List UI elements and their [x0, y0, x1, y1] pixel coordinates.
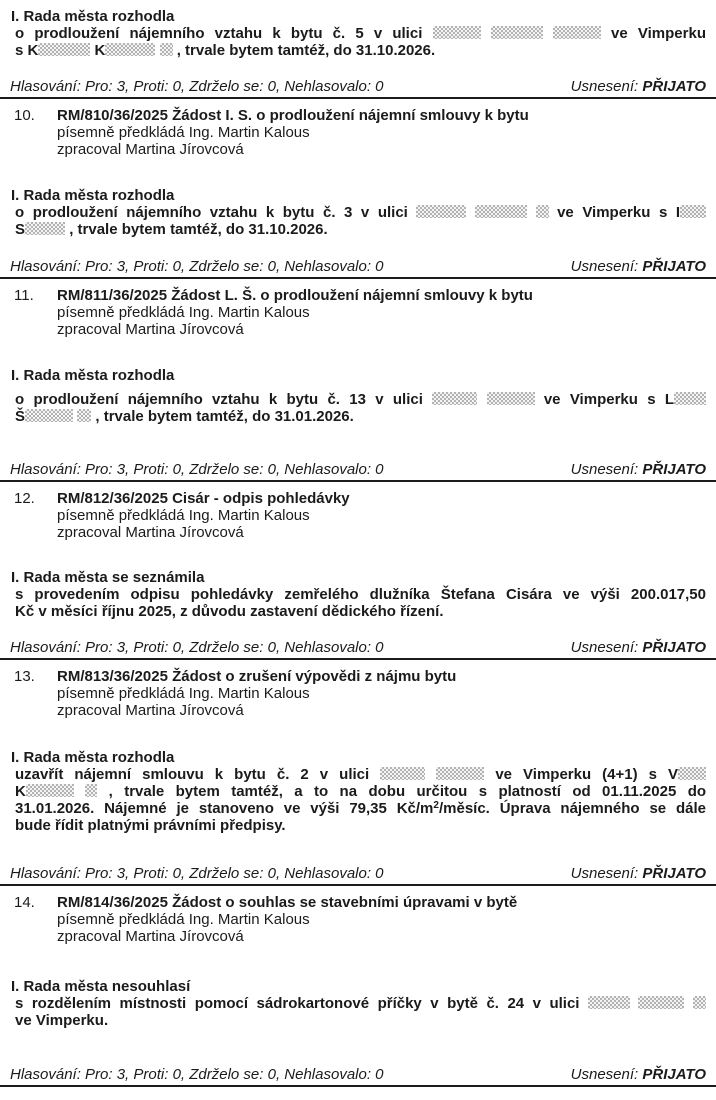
resolution-heading: I. Rada města se seznámila [11, 569, 205, 586]
redacted-text [436, 767, 484, 780]
result-label: Usnesení: [570, 639, 639, 656]
resolution-line [15, 408, 706, 425]
text-segment: o prodloužení nájemního vztahu k bytu č. 13 v ulici [15, 391, 423, 408]
voting-row [10, 1066, 706, 1083]
item-number: 12. [14, 490, 35, 507]
voting-summary: Hlasování: Pro: 3, Proti: 0, Zdrželo se: 0, Nehlasovalo: 0 [10, 258, 384, 275]
resolution-heading: I. Rada města rozhodla [11, 187, 175, 204]
voting-row [10, 865, 706, 882]
agenda-item-14 [10, 894, 706, 1083]
text-segment: K [94, 42, 106, 59]
resolution-line [15, 783, 706, 800]
redacted-text [433, 26, 481, 39]
redacted-text [77, 409, 91, 422]
voting-row [10, 258, 706, 275]
text-segment: uzavřít nájemní smlouvu k bytu č. 2 v ulici [15, 766, 370, 783]
text-segment: Š [15, 408, 26, 425]
redacted-text [680, 205, 706, 218]
resolution-result [571, 78, 706, 95]
text-segment: s provedením odpisu pohledávky zemřelého dlužníka Štefana Cisára ve výši 200.017,50 [15, 586, 706, 603]
section-divider [0, 97, 716, 99]
voting-row [10, 78, 706, 95]
section-divider [0, 658, 716, 660]
text-segment: ve Vimperku [611, 25, 706, 42]
text-segment: , trvale bytem tamtéž, do 31.01.2026. [95, 408, 354, 425]
redacted-text [160, 43, 173, 56]
resolution-line [15, 800, 706, 817]
text-segment: , trvale bytem tamtéž, a to na dobu určitou s platností od 01.11.2025 do [108, 783, 707, 800]
resolution-line [15, 221, 706, 238]
redacted-text [678, 767, 706, 780]
superscript-segment: 2 [433, 800, 439, 811]
result-label: Usnesení: [570, 78, 639, 95]
resolution-result [571, 258, 706, 275]
resolution-paragraph [15, 586, 706, 620]
text-segment: , trvale bytem tamtéž, do 31.10.2026. [176, 42, 436, 59]
voting-row [10, 639, 706, 656]
item-title: RM/811/36/2025 Žádost L. Š. o prodloužení nájemní smlouvy k bytu [57, 287, 533, 304]
resolution-result [571, 639, 706, 656]
result-value: PŘIJATO [642, 865, 706, 882]
resolution-line [15, 766, 706, 783]
text-segment: s rozdělením místnosti pomocí sádrokartonové příčky v bytě č. 24 v ulici [15, 995, 580, 1012]
item-title: RM/813/36/2025 Žádost o zrušení výpovědi z nájmu bytu [57, 668, 457, 685]
resolution-paragraph [15, 25, 706, 59]
redacted-text [638, 996, 684, 1009]
resolution-line [15, 995, 706, 1012]
resolution-line [15, 586, 706, 603]
redacted-text [588, 996, 630, 1009]
resolution-line [15, 42, 706, 59]
redacted-text [432, 392, 477, 405]
item-title: RM/814/36/2025 Žádost o souhlas se stavebními úpravami v bytě [57, 894, 518, 911]
redacted-text [693, 996, 706, 1009]
section-divider [0, 480, 716, 482]
text-segment: , trvale bytem tamtéž, do 31.10.2026. [69, 221, 328, 238]
redacted-text [487, 392, 535, 405]
submitted-by: písemně předkládá Ing. Martin Kalous [57, 507, 310, 524]
text-segment: ve Vimperku s I [557, 204, 681, 221]
result-value: PŘIJATO [642, 1066, 706, 1083]
resolution-result [571, 1066, 706, 1083]
result-value: PŘIJATO [642, 461, 706, 478]
resolution-line [15, 204, 706, 221]
redacted-text [26, 784, 74, 797]
section-divider [0, 884, 716, 886]
result-label: Usnesení: [570, 461, 639, 478]
redacted-text [674, 392, 706, 405]
item-header [14, 894, 706, 945]
redacted-text [25, 409, 73, 422]
voting-summary: Hlasování: Pro: 3, Proti: 0, Zdrželo se: 0, Nehlasovalo: 0 [10, 1066, 384, 1083]
resolution-line [15, 603, 706, 620]
prepared-by: zpracoval Martina Jírovcová [57, 141, 244, 158]
submitted-by: písemně předkládá Ing. Martin Kalous [57, 304, 310, 321]
prepared-by: zpracoval Martina Jírovcová [57, 524, 244, 541]
item-number: 10. [14, 107, 35, 124]
redacted-text [536, 205, 549, 218]
text-segment: ve Vimperku s L [543, 391, 675, 408]
redacted-text [553, 26, 601, 39]
submitted-by: písemně předkládá Ing. Martin Kalous [57, 124, 310, 141]
text-segment: bude řídit platnými právními předpisy. [15, 817, 286, 834]
resolution-line [15, 391, 706, 408]
redacted-text [85, 784, 97, 797]
result-label: Usnesení: [570, 865, 639, 882]
item-header [14, 668, 706, 719]
redacted-text [38, 43, 90, 56]
item-header-text [57, 668, 456, 719]
text-segment: /měsíc. Úprava nájemného se dále [438, 800, 707, 817]
resolution-result [571, 865, 706, 882]
result-label: Usnesení: [570, 258, 639, 275]
item-header-text [57, 107, 529, 158]
text-segment: o prodloužení nájemního vztahu k bytu č. 5 v ulici [15, 25, 423, 42]
resolution-paragraph [15, 204, 706, 238]
voting-summary: Hlasování: Pro: 3, Proti: 0, Zdrželo se: 0, Nehlasovalo: 0 [10, 865, 384, 882]
resolution-heading: I. Rada města rozhodla [11, 367, 175, 384]
item-number: 13. [14, 668, 35, 685]
text-segment: K [15, 783, 26, 800]
prepared-by: zpracoval Martina Jírovcová [57, 928, 244, 945]
item-title: RM/810/36/2025 Žádost I. S. o prodloužení nájemní smlouvy k bytu [57, 107, 529, 124]
voting-summary: Hlasování: Pro: 3, Proti: 0, Zdrželo se: 0, Nehlasovalo: 0 [10, 639, 384, 656]
prepared-by: zpracoval Martina Jírovcová [57, 321, 244, 338]
resolution-heading: I. Rada města rozhodla [11, 8, 175, 25]
text-segment: o prodloužení nájemního vztahu k bytu č. 3 v ulici [15, 204, 408, 221]
resolution-heading: I. Rada města rozhodla [11, 749, 175, 766]
text-segment: ve Vimperku (4+1) s V [495, 766, 679, 783]
submitted-by: písemně předkládá Ing. Martin Kalous [57, 911, 310, 928]
redacted-text [105, 43, 155, 56]
item-header [14, 107, 706, 158]
resolution-line [15, 25, 706, 42]
prepared-by: zpracoval Martina Jírovcová [57, 702, 244, 719]
resolution-paragraph [15, 995, 706, 1029]
item-header-text [57, 894, 517, 945]
text-segment: S [15, 221, 26, 238]
item-title: RM/812/36/2025 Cisár - odpis pohledávky [57, 490, 350, 507]
item-header [14, 287, 706, 338]
redacted-text [475, 205, 527, 218]
result-label: Usnesení: [570, 1066, 639, 1083]
voting-row [10, 461, 706, 478]
voting-summary: Hlasování: Pro: 3, Proti: 0, Zdrželo se: 0, Nehlasovalo: 0 [10, 461, 384, 478]
text-segment: s K [15, 42, 39, 59]
redacted-text [416, 205, 466, 218]
redacted-text [25, 222, 65, 235]
resolution-line [15, 1012, 706, 1029]
item-header-text [57, 490, 350, 541]
agenda-item-12 [10, 490, 706, 656]
result-value: PŘIJATO [642, 258, 706, 275]
item-number: 14. [14, 894, 35, 911]
agenda-item-11 [10, 287, 706, 478]
section-divider [0, 277, 716, 279]
agenda-item-13 [10, 668, 706, 882]
result-value: PŘIJATO [642, 639, 706, 656]
agenda-item-continuation [10, 8, 706, 95]
text-segment: 31.01.2026. Nájemné je stanoveno ve výši 79,35 Kč/m [15, 800, 434, 817]
resolution-line [15, 817, 706, 834]
resolution-paragraph [15, 391, 706, 425]
redacted-text [380, 767, 425, 780]
item-header [14, 490, 706, 541]
result-value: PŘIJATO [642, 78, 706, 95]
submitted-by: písemně předkládá Ing. Martin Kalous [57, 685, 310, 702]
voting-summary: Hlasování: Pro: 3, Proti: 0, Zdrželo se: 0, Nehlasovalo: 0 [10, 78, 384, 95]
redacted-text [491, 26, 543, 39]
section-divider [0, 1085, 716, 1087]
text-segment: Kč v měsíci říjnu 2025, z důvodu zastavení dědického řízení. [15, 603, 444, 620]
resolution-paragraph [15, 766, 706, 834]
item-header-text [57, 287, 533, 338]
resolution-heading: I. Rada města nesouhlasí [11, 978, 191, 995]
item-number: 11. [14, 287, 34, 304]
text-segment: ve Vimperku. [15, 1012, 109, 1029]
resolution-result [571, 461, 706, 478]
agenda-item-10 [10, 107, 706, 275]
